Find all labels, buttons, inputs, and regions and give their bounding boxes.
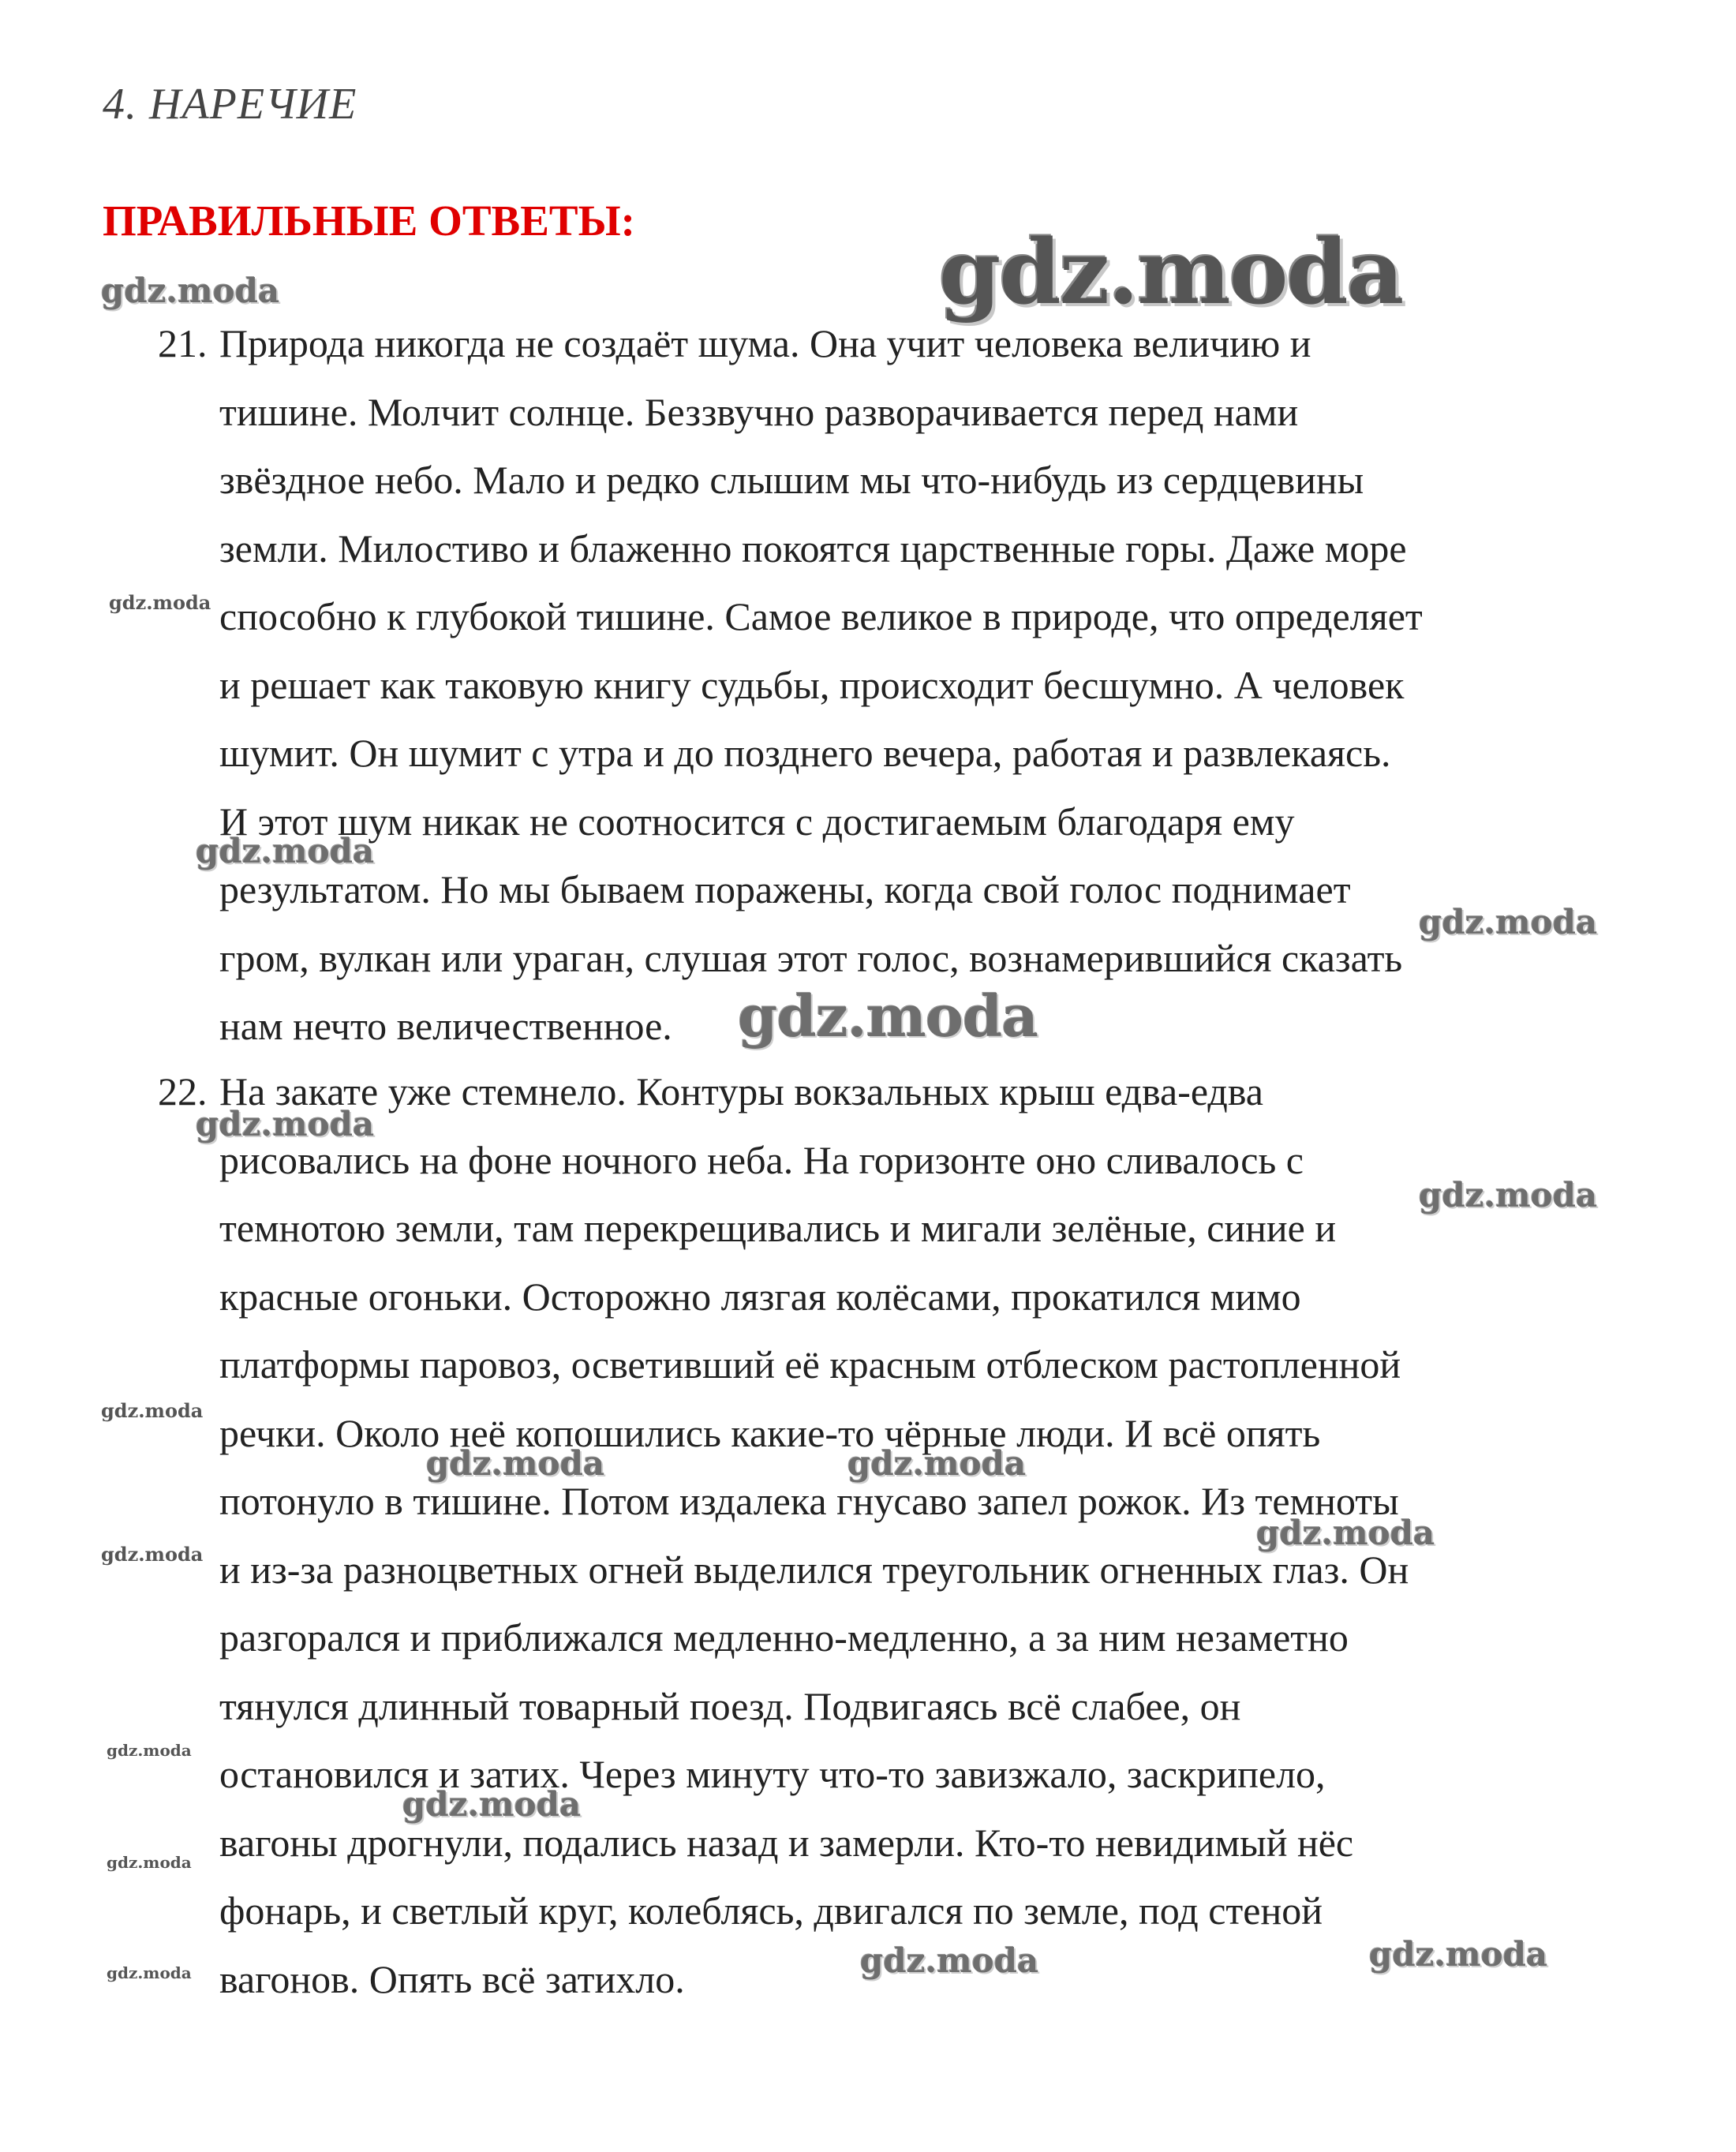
- text-line: рисовались на фоне ночного неба. На горизонте оно сливалось с: [219, 1137, 1304, 1182]
- text-line: На закате уже стемнело. Контуры вокзальных крыш едва-едва: [219, 1069, 1263, 1113]
- watermark: gdz.moda: [847, 1444, 1027, 1483]
- text-line: платформы паровоз, осветивший её красным отблеском растопленной: [219, 1342, 1401, 1387]
- text-line: темнотою земли, там перекрещивались и мигали зелёные, синие и: [219, 1206, 1337, 1250]
- watermark: gdz.moda: [107, 1853, 192, 1872]
- watermark: gdz.moda: [1419, 1176, 1598, 1214]
- text-line: звёздное небо. Мало и редко слышим мы что-нибудь из сердцевины: [219, 458, 1364, 502]
- watermark: gdz.moda: [426, 1444, 605, 1483]
- watermark: gdz.moda: [738, 982, 1038, 1050]
- text-line: красные огоньки. Осторожно лязгая колёсами, прокатился мимо: [219, 1274, 1301, 1319]
- text-line: И этот шум никак не соотносится с достигаемым благодаря ему: [219, 799, 1295, 844]
- item-number: 21.: [158, 321, 208, 365]
- watermark: gdz.moda: [860, 1941, 1039, 1980]
- text-line: шумит. Он шумит с утра и до позднего вечера, работая и развлекаясь.: [219, 731, 1391, 775]
- text-line: разгорался и приближался медленно-медленно, а за ним незаметно: [219, 1615, 1349, 1660]
- text-line: и из-за разноцветных огней выделился треугольник огненных глаз. Он: [219, 1547, 1409, 1592]
- watermark: gdz.moda: [107, 1741, 192, 1760]
- text-line: тишине. Молчит солнце. Беззвучно разворачивается перед нами: [219, 389, 1299, 434]
- text-line: вагоны дрогнули, подались назад и замерли. Кто-то невидимый нёс: [219, 1820, 1354, 1865]
- watermark: gdz.moda: [101, 1399, 204, 1422]
- watermark: gdz.moda: [1419, 903, 1598, 941]
- watermark: gdz.moda: [101, 271, 280, 310]
- item-text: [219, 1057, 1409, 2013]
- watermark: gdz.moda: [196, 832, 375, 870]
- watermark: gdz.moda: [109, 591, 211, 614]
- item-text: [219, 309, 1423, 1061]
- watermark: gdz.moda: [1369, 1935, 1548, 1974]
- text-line: результатом. Но мы бываем поражены, когда свой голос поднимает: [219, 867, 1351, 911]
- item-number: 22.: [158, 1069, 208, 1113]
- text-line: тянулся длинный товарный поезд. Подвигаясь всё слабее, он: [219, 1683, 1241, 1728]
- text-line: способно к глубокой тишине. Самое великое в природе, что определяет: [219, 594, 1423, 638]
- chapter-header: 4. НАРЕЧИЕ: [103, 80, 357, 129]
- text-line: земли. Милостиво и блаженно покоятся царственные горы. Даже море: [219, 526, 1407, 571]
- text-line: речки. Около неё копошились какие-то чёрные люди. И всё опять: [219, 1410, 1321, 1455]
- watermark: gdz.moda: [101, 1543, 204, 1566]
- text-line: фонарь, и светлый круг, колеблясь, двигался по земле, под стеной: [219, 1888, 1323, 1933]
- text-line: и решает как таковую книгу судьбы, происходит бесшумно. А человек: [219, 662, 1405, 707]
- section-title: ПРАВИЛЬНЫЕ ОТВЕТЫ:: [103, 196, 635, 245]
- text-line: вагонов. Опять всё затихло.: [219, 1956, 685, 2001]
- text-line: нам нечто величественное.: [219, 1004, 672, 1048]
- text-line: Природа никогда не создаёт шума. Она учит человека величию и: [219, 321, 1311, 365]
- watermark: gdz.moda: [1256, 1514, 1435, 1552]
- watermark: gdz.moda: [196, 1105, 375, 1143]
- watermark: gdz.moda: [402, 1785, 582, 1824]
- watermark: gdz.moda: [107, 1963, 192, 1982]
- text-line: остановился и затих. Через минуту что-то завизжало, заскрипело,: [219, 1752, 1326, 1796]
- text-line: гром, вулкан или ураган, слушая этот голос, вознамерившийся сказать: [219, 935, 1403, 980]
- text-line: потонуло в тишине. Потом издалека гнусаво запел рожок. Из темноты: [219, 1479, 1399, 1523]
- watermark: gdz.moda: [939, 221, 1403, 324]
